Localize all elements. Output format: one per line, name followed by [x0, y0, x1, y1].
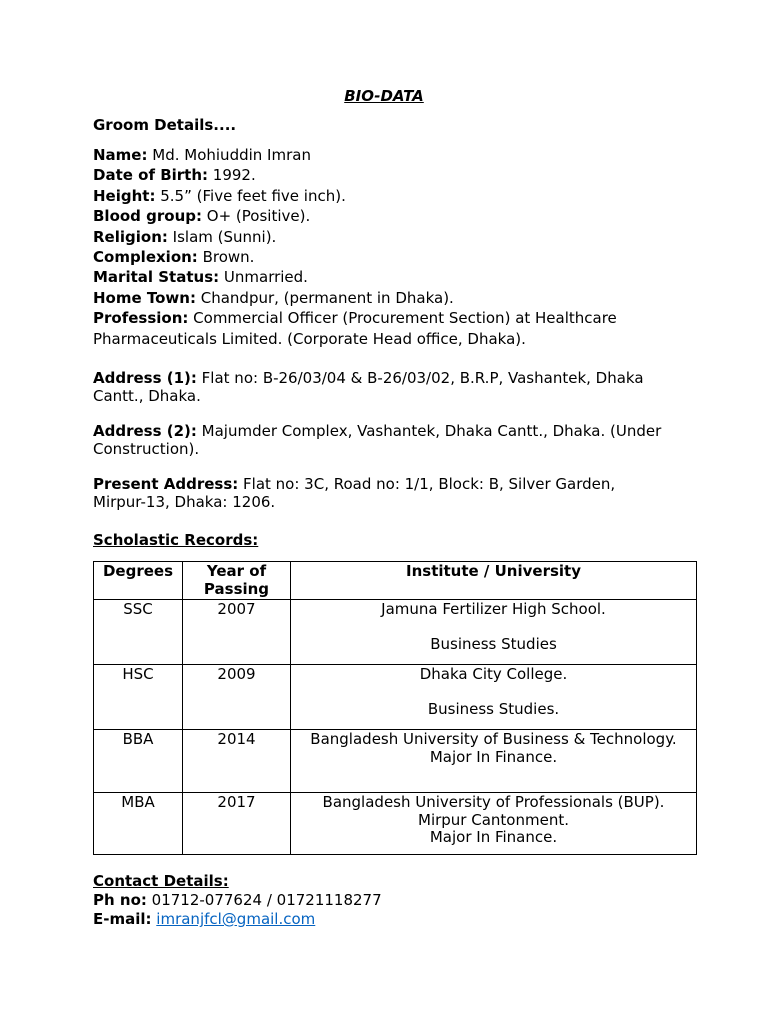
- page-title: BIO-DATA: [344, 87, 424, 105]
- institute-cell: [291, 793, 697, 855]
- institute-line: Mirpur Cantonment.: [418, 810, 569, 829]
- institute-line: Bangladesh University of Professionals (BUP).: [322, 793, 665, 811]
- institute-line: Major In Finance.: [429, 828, 558, 846]
- phone-line: [93, 891, 382, 910]
- institute-cell: [291, 730, 697, 793]
- degree-cell: MBA: [94, 793, 183, 855]
- table-row: [94, 600, 697, 665]
- field-value: Md. Mohiuddin Imran: [152, 146, 311, 164]
- spacer: [295, 684, 692, 701]
- table-row: [94, 793, 697, 855]
- personal-details: [93, 145, 673, 349]
- field-home-town: [93, 288, 673, 308]
- field-label: Blood group:: [93, 207, 202, 226]
- header-degrees: Degrees: [94, 562, 183, 600]
- table-row: [94, 730, 697, 793]
- field-label: Name:: [93, 146, 148, 164]
- institute-line: Dhaka City College.: [419, 665, 568, 683]
- header-institute: Institute / University: [291, 562, 697, 600]
- year-cell: 2017: [183, 793, 291, 855]
- field-value: 5.5” (Five feet five inch).: [160, 186, 346, 205]
- address-1-label: Address (1):: [93, 369, 197, 387]
- field-complexion: [93, 247, 673, 267]
- header-year-line2: Passing: [203, 579, 270, 598]
- institute-line: Bangladesh University of Business & Technology.: [310, 730, 677, 748]
- field-value: Islam (Sunni).: [172, 227, 277, 246]
- scholastic-records-heading: Scholastic Records:: [93, 531, 259, 549]
- year-cell: 2014: [183, 730, 291, 793]
- field-marital-status: [93, 267, 673, 287]
- field-label: Date of Birth:: [93, 166, 209, 185]
- year-cell: 2009: [183, 665, 291, 730]
- address-2-value: Majumder Complex, Vashantek, Dhaka Cantt., Dhaka. (Under Construction).: [93, 422, 662, 458]
- present-address-label: Present Address:: [93, 475, 239, 493]
- field-value: Commercial Officer (Procurement Section) at Healthcare Pharmaceuticals Limited. (Corporate Head office, Dhaka).: [93, 309, 617, 348]
- groom-details-heading: Groom Details....: [93, 116, 237, 134]
- field-value: Unmarried.: [223, 268, 308, 287]
- field-label: Home Town:: [93, 288, 196, 307]
- degree-cell: HSC: [94, 665, 183, 730]
- address-1-value: Flat no: B-26/03/04 & B-26/03/02, B.R.P, Vashantek, Dhaka Cantt., Dhaka.: [93, 369, 644, 405]
- institute-line: Jamuna Fertilizer High School.: [381, 600, 606, 618]
- phone-number: 01712-077624 / 01721118277: [151, 891, 382, 909]
- contact-details: [93, 872, 382, 929]
- header-year-line1: Year of: [206, 562, 267, 580]
- spacer: [295, 619, 692, 636]
- degree-cell: BBA: [94, 730, 183, 793]
- field-value: O+ (Positive).: [206, 207, 311, 226]
- field-date-of-birth: [93, 165, 673, 185]
- institute-line: Business Studies.: [427, 699, 560, 718]
- field-profession: [93, 308, 673, 349]
- scholastic-records-table: [93, 561, 697, 855]
- table-row: [94, 665, 697, 730]
- field-label: Religion:: [93, 227, 168, 246]
- address-2-label: Address (2):: [93, 422, 197, 440]
- address-2: [93, 422, 693, 458]
- field-height: [93, 186, 673, 206]
- field-value: Chandpur, (permanent in Dhaka).: [200, 288, 454, 307]
- email-link[interactable]: imranjfcl@gmail.com: [156, 910, 316, 928]
- present-address-value: Flat no: 3C, Road no: 1/1, Block: B, Silver Garden, Mirpur-13, Dhaka: 1206.: [93, 475, 616, 511]
- field-value: Brown.: [202, 248, 255, 267]
- field-blood-group: [93, 206, 673, 226]
- field-name: [93, 145, 673, 165]
- institute-line: Business Studies: [430, 634, 557, 653]
- institute-cell: [291, 665, 697, 730]
- year-cell: 2007: [183, 600, 291, 665]
- address-1: [93, 369, 693, 405]
- phone-label: Ph no:: [93, 891, 147, 909]
- present-address: [93, 475, 663, 511]
- field-religion: [93, 227, 673, 247]
- field-label: Profession:: [93, 309, 189, 328]
- contact-details-heading: Contact Details:: [93, 872, 229, 890]
- institute-cell: [291, 600, 697, 665]
- email-label: E-mail:: [93, 910, 152, 928]
- field-label: Height:: [93, 186, 156, 205]
- field-label: Complexion:: [93, 248, 198, 267]
- field-label: Marital Status:: [93, 268, 220, 287]
- institute-line: Major In Finance.: [429, 747, 558, 766]
- table-header-row: [94, 562, 697, 600]
- header-year-of-passing: [183, 562, 291, 600]
- field-value: 1992.: [212, 166, 256, 185]
- degree-cell: SSC: [94, 600, 183, 665]
- email-line: [93, 910, 382, 929]
